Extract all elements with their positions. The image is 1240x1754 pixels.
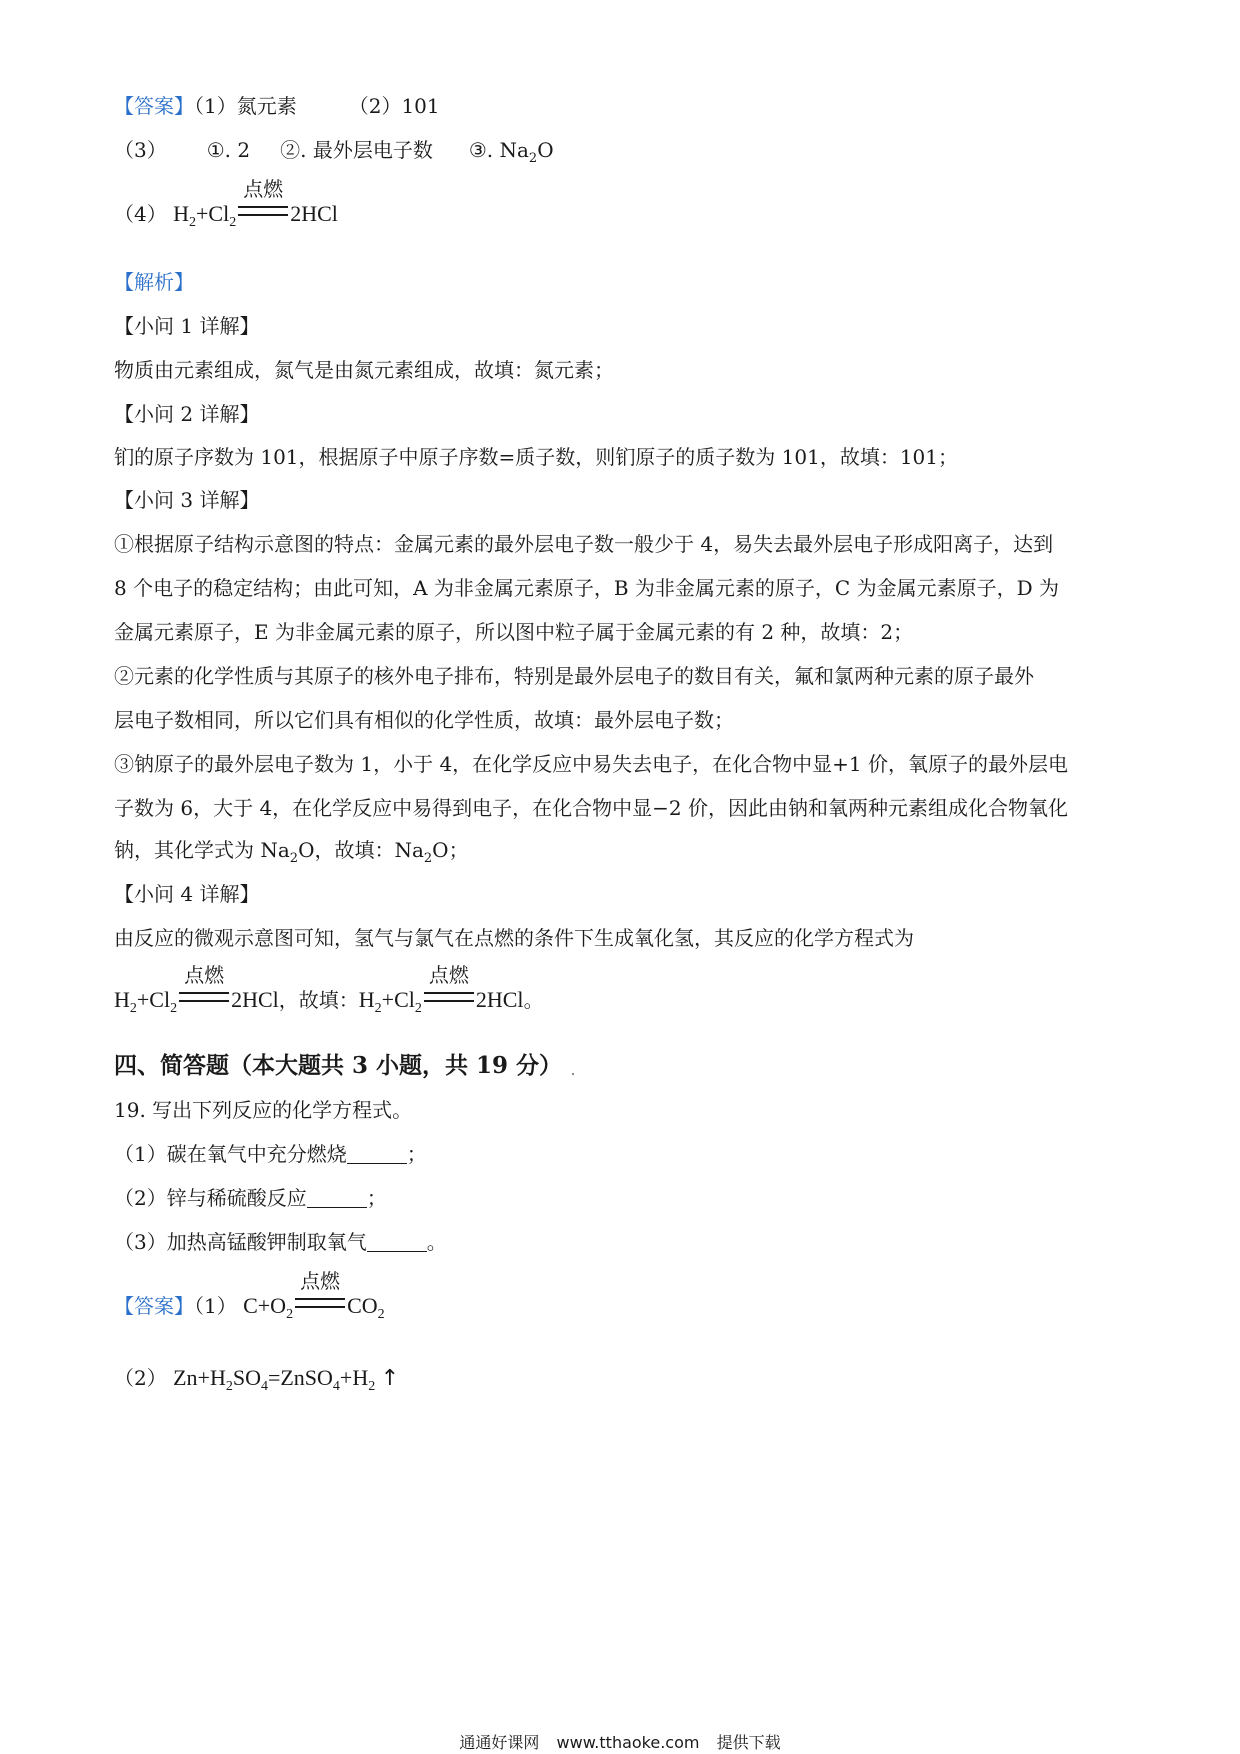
blank (347, 1145, 407, 1164)
answer-3-2: ②. 最外层电子数 (280, 138, 433, 162)
q1-heading: 【小问 1 详解】 (114, 314, 260, 338)
q2-text: 钔的原子序数为 101，根据原子中原子序数=质子数，则钔原子的质子数为 101，故填：101； (114, 445, 958, 469)
answer-line-3 (114, 136, 1130, 173)
answer-3-3: ③. $Na_2O$ (468, 138, 554, 166)
q19-sub-3: （3）加热高锰酸钾制取氧气 。 (114, 1230, 447, 1254)
footer (0, 1730, 1240, 1753)
q4-equations: $H_2+Cl_2$ 点燃 2HCl，故填：$H_2+Cl_2$ 点燃 2HCl。 (114, 963, 544, 1016)
equation-h2-cl2-3: $H_2+Cl_2$ 点燃 2HCl (358, 963, 524, 1016)
answer-part-1: （1）氮元素 (194, 94, 297, 118)
answer-tag: 【答案】 (114, 94, 194, 118)
q19-answer-2: （2） $Zn+H_2SO_4=ZnSO_4+H_2$ ↑ (114, 1365, 400, 1394)
q19-sub-2: （2）锌与稀硫酸反应 ； (114, 1186, 387, 1210)
q19-answer-1: 【答案】（1） $C+O_2$ 点燃 $CO_2$ (114, 1269, 385, 1322)
answer-part-3-label: （3） (114, 138, 167, 162)
q3-heading: 【小问 3 详解】 (114, 488, 260, 512)
equation-h2-cl2-2: $H_2+Cl_2$ 点燃 2HCl (114, 963, 279, 1016)
q1-text: 物质由元素组成，氮气是由氮元素组成，故填：氮元素； (114, 358, 614, 382)
blank (367, 1233, 427, 1252)
reaction-condition: 点燃 (238, 200, 288, 228)
answer-part-2: （2）101 (348, 94, 440, 118)
footer-note: 提供下载 (716, 1733, 781, 1752)
q2-heading: 【小问 2 详解】 (114, 402, 260, 426)
equation-h2-cl2: $H_2+Cl_2$ 点燃 2HCl (173, 177, 338, 230)
q3-line-4: ②元素的化学性质与其原子的核外电子排布，特别是最外层电子的数目有关，氟和氯两种元素的原子最外 (114, 664, 1034, 688)
q4-text: 由反应的微观示意图可知，氢气与氯气在点燃的条件下生成氧化氢，其反应的化学方程式为 (114, 926, 914, 950)
q19-sub-1: （1）碳在氧气中充分燃烧 ； (114, 1142, 427, 1166)
answer-tag: 【答案】 (114, 1294, 194, 1318)
footer-url[interactable]: www.tthaoke.com (556, 1733, 700, 1752)
answer-line-1 (114, 92, 1130, 120)
equation-zn-h2so4: $Zn+H_2SO_4=ZnSO_4+H_2$ ↑ (173, 1365, 400, 1394)
q3-line-1: ①根据原子结构示意图的特点：金属元素的最外层电子数一般少于 4，易失去最外层电子形成阳离子，达到 (114, 532, 1054, 556)
up-arrow-icon: ↑ (380, 1366, 400, 1391)
footer-site: 通通好课网 (459, 1733, 540, 1752)
q3-line-2: 8 个电子的稳定结构；由此可知，A 为非金属元素原子，B 为非金属元素的原子，C 为金属元素原子，D 为 (114, 576, 1059, 600)
answer-part-4-label: （4） (114, 202, 167, 226)
equation-c-o2: $C+O_2$ 点燃 $CO_2$ (243, 1269, 385, 1322)
answer-line-4 (114, 177, 1130, 230)
analysis-tag: 【解析】 (114, 270, 194, 294)
stray-mark (572, 1073, 574, 1075)
q3-line-6: ③钠原子的最外层电子数为 1，小于 4，在化学反应中易失去电子，在化合物中显+1 价，氧原子的最外层电 (114, 752, 1069, 776)
blank (307, 1189, 367, 1208)
q3-line-5: 层电子数相同，所以它们具有相似的化学性质，故填：最外层电子数； (114, 708, 734, 732)
q4-heading: 【小问 4 详解】 (114, 882, 260, 906)
q3-line-3: 金属元素原子，E 为非金属元素的原子，所以图中粒子属于金属元素的有 2 种，故填：2； (114, 620, 914, 644)
answer-3-1: ①. 2 (206, 138, 251, 162)
q19-stem: 19. 写出下列反应的化学方程式。 (114, 1098, 413, 1122)
section-title: 四、简答题（本大题共 3 小题，共 19 分） (114, 1052, 563, 1079)
q3-line-8: 钠，其化学式为 $Na_2O$，故填：$Na_2O$； (114, 838, 469, 866)
q3-line-7: 子数为 6，大于 4，在化学反应中易得到电子，在化合物中显−2 价，因此由钠和氧两种元素组成化合物氧化 (114, 796, 1069, 820)
